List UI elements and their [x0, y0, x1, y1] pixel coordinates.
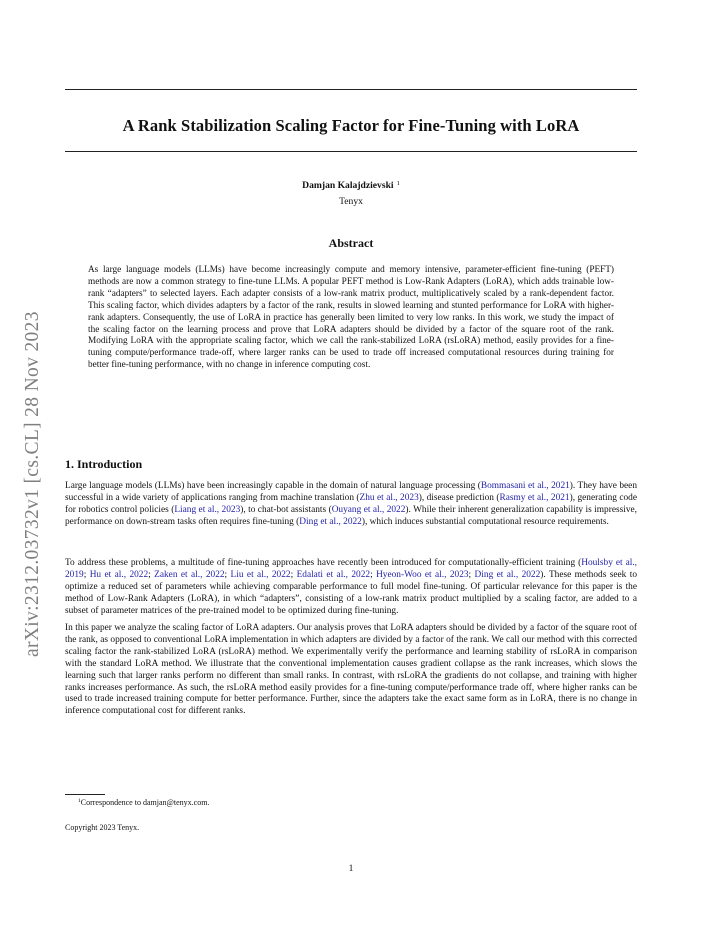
title-rule-top — [65, 89, 637, 90]
footnote — [65, 798, 209, 807]
intro-paragraph-1 — [65, 481, 637, 529]
affiliation: Tenyx — [339, 196, 363, 207]
text-span: ), which induces substantial computational resource requirements. — [361, 516, 609, 527]
copyright-notice: Copyright 2023 Tenyx. — [65, 823, 140, 832]
text-span: ). These methods seek to optimize a reduced set of parameters while achieving comparable performance to full model fine-tuning. Of particular relevance for this paper is the method of Low-Rank Adapters (LoRA), in which “adapters”, consisting of a low-rank matrix product multiplied by a scaling factor, are added to a subset of parameter matrices of the pre-trained model to be optimized during fine-tuning. — [65, 569, 637, 616]
text-span: ), disease prediction ( — [418, 492, 500, 503]
citation-link[interactable]: Houlsby et al., 2019 — [65, 558, 638, 580]
text-span: Large language models (LLMs) have been increasingly capable in the domain of natural language processing ( — [65, 481, 481, 491]
arxiv-stamp — [20, 245, 50, 660]
author-name: Damjan Kalajdzievski — [302, 180, 394, 191]
citation-link[interactable]: Ouyang et al., 2022 — [331, 504, 406, 515]
intro-paragraph-3: In this paper we analyze the scaling factor of LoRA adapters. Our analysis proves that LoRA adapters should be divided by a factor of the square root of the rank, as opposed to conventional LoRA implementation in which adapters are divided by a factor of the rank. We call our method with this corrected scaling factor the rank-stabilized LoRA (rsLoRA) method. We experimentally verify the performance and learning stability of rsLoRA in comparison with the standard LoRA method. We illustrate that the conventional implementation causes gradient collapse as the rank increases, which slows the learning such that larger ranks perform no different than small ranks. In contrast, with rsLoRA the gradients do not collapse, and training with higher ranks increases performance. As such, the rsLoRA method easily provides for a fine-tuning compute/performance trade off, where higher ranks can be used to trade increased training compute for better performance. Further, since the adapters take the exact same form as in LoRA, there is no change in inference computational cost for different ranks. — [65, 623, 637, 717]
author-line — [65, 180, 637, 191]
section-heading-introduction: 1. Introduction — [65, 457, 143, 471]
citation-link[interactable]: Rasmy et al., 2021 — [499, 492, 570, 503]
citation-link[interactable]: Edalati et al., 2022 — [296, 569, 371, 580]
text-span: ), generating code for robotics control policies ( — [65, 492, 637, 515]
text-span: ). They have been successful in a wide variety of applications ranging from machine translation ( — [65, 481, 637, 503]
title-rule-bottom — [65, 151, 637, 152]
citation-link[interactable]: Hu et al., 2022 — [89, 569, 149, 580]
author-footnote-mark: 1 — [396, 180, 400, 187]
text-span: To address these problems, a multitude of fine-tuning approaches have recently been introduced for computationally-efficient training ( — [65, 558, 582, 568]
paper-title: A Rank Stabilization Scaling Factor for Fine-Tuning with LoRA — [122, 116, 580, 135]
footnote-text: Correspondence to damjan@tenyx.com. — [80, 798, 210, 807]
footnote-mark: 1 — [78, 798, 81, 804]
abstract-heading: Abstract — [328, 236, 374, 250]
footnote-rule — [65, 794, 105, 795]
page-number: 1 — [348, 864, 354, 874]
arxiv-stamp-text: arXiv:2312.03732v1 [cs.CL] 28 Nov 2023 — [22, 311, 43, 657]
text-span: ), to chat-bot assistants ( — [240, 504, 332, 515]
intro-paragraph-2: To address these problems, a multitude of fine-tuning approaches have recently been introduced for computationally-efficient training (Houlsby et al., 2019; Hu et al., 2022; Zaken et al., 2022; Liu et al., 2022; Edalati et al., 2022; Hyeon-Woo et al., 2023; Ding et al., 2022). These methods seek to optimize a reduced set of parameters while achieving comparable performance to full model fine-tuning. Of particular relevance for this paper is the method of Low-Rank Adapters (LoRA), in which “adapters”, consisting of a low-rank matrix product multiplied by a scaling factor, are added to a subset of parameter matrices of the pre-trained model to be optimized during fine-tuning. — [65, 558, 638, 616]
citation-link[interactable]: Liu et al., 2022 — [230, 569, 291, 580]
citation-link[interactable]: Bommasani et al., 2021 — [480, 481, 570, 491]
abstract-text: As large language models (LLMs) have become increasingly compute and memory intensive, parameter-efficient fine-tuning (PEFT) methods are now a common strategy to fine-tune LLMs. A popular PEFT method is Low-Rank Adapters (LoRA), which adds trainable low-rank “adapters” to selected layers. Each adapter consists of a low-rank matrix product, multiplicatively scaled by a rank-dependent factor. This scaling factor, which divides adapters by a factor of the rank, results in slowed learning and stunted performance for LoRA with higher-rank adapters. Consequently, the use of LoRA in practice has generally been limited to very low ranks. In this work, we study the impact of the scaling factor on the learning process and prove that LoRA adapters should be divided by a factor of the square root of the rank. Modifying LoRA with the appropriate scaling factor, which we call the rank-stabilized LoRA (rsLoRA) method, easily provides for a fine-tuning compute/performance trade-off, where larger ranks can be used to trade off increased computational resources during training for better fine-tuning performance, with no change in inference computing cost. — [88, 265, 614, 371]
citation-link[interactable]: Ding et al., 2022 — [474, 569, 541, 580]
citation-link[interactable]: Hyeon-Woo et al., 2023 — [376, 569, 469, 580]
citation-link[interactable]: Zaken et al., 2022 — [154, 569, 225, 580]
text-span: ). While their inherent generalization capability is impressive, performance on down-stream tasks often requires fine-tuning ( — [65, 504, 638, 527]
citation-link[interactable]: Zhu et al., 2023 — [359, 492, 419, 503]
citation-link[interactable]: Liang et al., 2023 — [174, 504, 241, 515]
citation-link[interactable]: Ding et al., 2022 — [299, 516, 362, 527]
